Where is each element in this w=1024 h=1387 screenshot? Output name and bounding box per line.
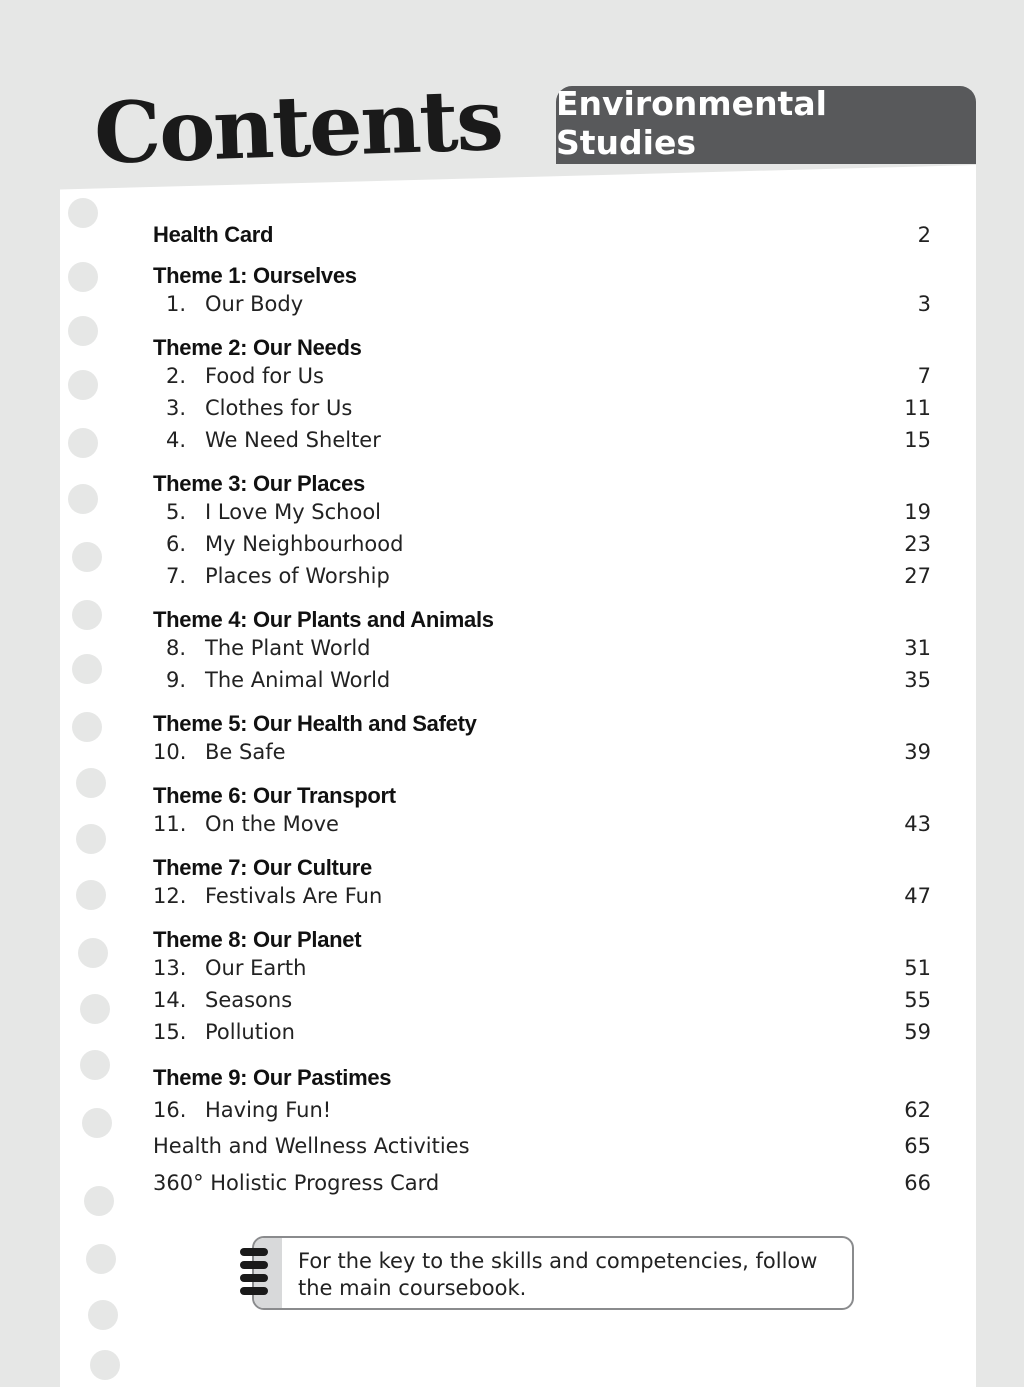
- theme-heading: Theme 9: Our Pastimes: [153, 1065, 392, 1090]
- chapter-number: 4.: [166, 428, 187, 452]
- toc-chapter-2[interactable]: [153, 364, 931, 396]
- chapter-number: 6.: [166, 532, 187, 556]
- chapter-title: My Neighbourhood: [205, 532, 404, 556]
- page-number: 59: [904, 1020, 931, 1044]
- page-number: 66: [904, 1171, 931, 1195]
- page-number: 47: [904, 884, 931, 908]
- theme-heading: Theme 3: Our Places: [153, 471, 365, 496]
- toc-chapter-10[interactable]: [153, 740, 931, 772]
- chapter-title: I Love My School: [205, 500, 382, 524]
- toc-chapter-13[interactable]: [153, 956, 931, 988]
- chapter-number: 12.: [153, 884, 187, 908]
- chapter-number: 10.: [153, 740, 187, 764]
- chapter-title: Our Earth: [205, 956, 307, 980]
- note-card: [252, 1236, 854, 1310]
- toc-entry-wellness[interactable]: [153, 1134, 931, 1171]
- chapter-title: We Need Shelter: [205, 428, 381, 452]
- chapter-number: 5.: [166, 500, 187, 524]
- toc-entry-health-card[interactable]: [153, 222, 931, 248]
- page-number: 2: [917, 223, 931, 247]
- chapter-title: The Animal World: [205, 668, 391, 692]
- toc-chapter-7[interactable]: [153, 564, 931, 596]
- page-number: 39: [904, 740, 931, 764]
- theme-heading: Theme 1: Ourselves: [153, 263, 357, 288]
- chapter-number: 13.: [153, 956, 187, 980]
- page-number: 55: [904, 988, 931, 1012]
- chapter-number: 15.: [153, 1020, 187, 1044]
- chapter-title: Festivals Are Fun: [205, 884, 383, 908]
- theme-heading: Theme 2: Our Needs: [153, 335, 362, 360]
- chapter-number: 11.: [153, 812, 187, 836]
- chapter-number: 16.: [153, 1098, 187, 1122]
- page-number: 3: [917, 292, 931, 316]
- page-number: 11: [904, 396, 931, 420]
- chapter-title: Seasons: [205, 988, 293, 1012]
- toc-chapter-5[interactable]: [153, 500, 931, 532]
- toc-chapter-11[interactable]: [153, 812, 931, 844]
- page-number: 43: [904, 812, 931, 836]
- toc-chapter-15[interactable]: [153, 1020, 931, 1052]
- toc-chapter-3[interactable]: [153, 396, 931, 428]
- chapter-number: 7.: [166, 564, 187, 588]
- chapter-title: On the Move: [205, 812, 339, 836]
- chapter-number: 3.: [166, 396, 187, 420]
- chapter-title: Food for Us: [205, 364, 324, 388]
- toc-chapter-6[interactable]: [153, 532, 931, 564]
- page-number: 51: [904, 956, 931, 980]
- chapter-title: The Plant World: [205, 636, 371, 660]
- page-number: 62: [904, 1098, 931, 1122]
- subject-tab: Environmental Studies: [556, 86, 976, 164]
- chapter-title: Places of Worship: [205, 564, 390, 588]
- chapter-title: Pollution: [205, 1020, 295, 1044]
- toc-chapter-1[interactable]: [153, 292, 931, 324]
- page-number: 35: [904, 668, 931, 692]
- chapter-title: Clothes for Us: [205, 396, 353, 420]
- note-text: For the key to the skills and competencies, follow the main coursebook.: [298, 1249, 818, 1300]
- toc-chapter-8[interactable]: [153, 636, 931, 668]
- toc-chapter-9[interactable]: [153, 668, 931, 700]
- toc-chapter-16[interactable]: [153, 1098, 931, 1134]
- theme-heading: Theme 6: Our Transport: [153, 783, 396, 808]
- chapter-title: Be Safe: [205, 740, 286, 764]
- chapter-title: Our Body: [205, 292, 304, 316]
- toc-chapter-12[interactable]: [153, 884, 931, 916]
- theme-heading: Theme 7: Our Culture: [153, 855, 372, 880]
- toc-entry-progress-card[interactable]: [153, 1171, 931, 1208]
- entry-title: 360° Holistic Progress Card: [153, 1171, 440, 1195]
- toc-chapter-14[interactable]: [153, 988, 931, 1020]
- entry-title: Health and Wellness Activities: [153, 1134, 470, 1158]
- chapter-number: 14.: [153, 988, 187, 1012]
- page-title: Contents: [92, 69, 504, 183]
- table-of-contents: [153, 222, 931, 1208]
- chapter-number: 9.: [166, 668, 187, 692]
- page-number: 15: [904, 428, 931, 452]
- page-number: 19: [904, 500, 931, 524]
- page-number: 23: [904, 532, 931, 556]
- theme-heading: Theme 5: Our Health and Safety: [153, 711, 477, 736]
- theme-heading: Theme 4: Our Plants and Animals: [153, 607, 494, 632]
- page-number: 27: [904, 564, 931, 588]
- theme-heading: Theme 8: Our Planet: [153, 927, 362, 952]
- chapter-number: 1.: [166, 292, 187, 316]
- entry-title: Health Card: [153, 222, 274, 247]
- toc-chapter-4[interactable]: [153, 428, 931, 460]
- chapter-title: Having Fun!: [205, 1098, 332, 1122]
- page-number: 31: [904, 636, 931, 660]
- chapter-number: 8.: [166, 636, 187, 660]
- chapter-number: 2.: [166, 364, 187, 388]
- page-number: 7: [917, 364, 931, 388]
- page-number: 65: [904, 1134, 931, 1158]
